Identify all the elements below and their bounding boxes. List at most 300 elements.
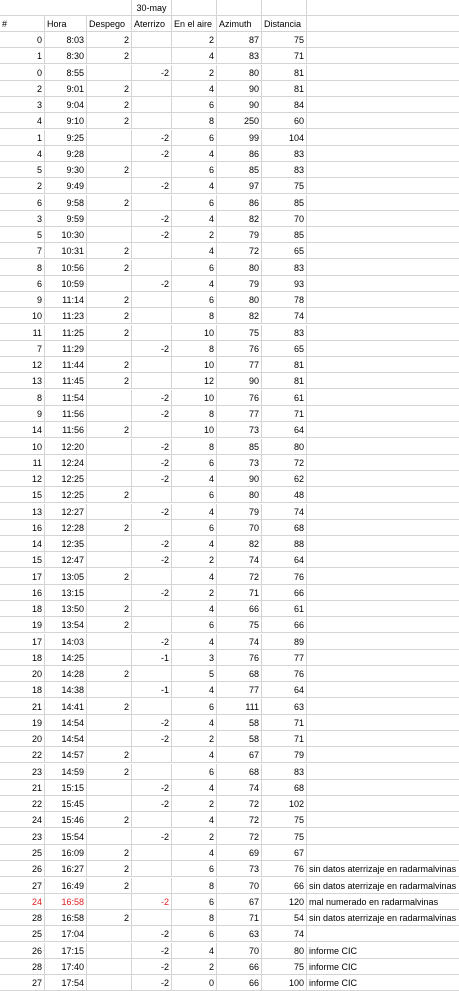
cell-azimuth[interactable]: 86 xyxy=(217,195,262,211)
cell-aterrizo[interactable]: -2 xyxy=(132,731,172,747)
cell-azimuth[interactable]: 74 xyxy=(217,780,262,796)
cell-hora[interactable]: 16:58 xyxy=(45,894,87,910)
cell-distancia[interactable]: 89 xyxy=(262,634,307,650)
cell-distancia[interactable]: 76 xyxy=(262,666,307,682)
cell-distancia[interactable]: 71 xyxy=(262,715,307,731)
cell-despego[interactable] xyxy=(87,650,132,666)
cell-aterrizo[interactable] xyxy=(132,32,172,48)
cell-distancia[interactable]: 81 xyxy=(262,357,307,373)
cell-aterrizo[interactable] xyxy=(132,812,172,828)
cell-num[interactable]: 21 xyxy=(0,780,45,796)
cell-azimuth[interactable]: 79 xyxy=(217,504,262,520)
cell-num[interactable]: 6 xyxy=(0,195,45,211)
cell-num[interactable]: 25 xyxy=(0,845,45,861)
cell-en-el-aire[interactable]: 2 xyxy=(172,731,217,747)
cell-num[interactable]: 8 xyxy=(0,390,45,406)
cell-distancia[interactable]: 62 xyxy=(262,471,307,487)
cell-num[interactable]: 24 xyxy=(0,894,45,910)
cell-azimuth[interactable]: 66 xyxy=(217,959,262,975)
cell-en-el-aire[interactable]: 6 xyxy=(172,455,217,471)
cell-azimuth[interactable]: 87 xyxy=(217,32,262,48)
cell-azimuth[interactable]: 66 xyxy=(217,601,262,617)
cell-distancia[interactable]: 66 xyxy=(262,878,307,894)
cell-hora[interactable]: 14:03 xyxy=(45,634,87,650)
cell-hora[interactable]: 14:54 xyxy=(45,731,87,747)
cell-distancia[interactable]: 71 xyxy=(262,48,307,64)
cell-aterrizo[interactable] xyxy=(132,81,172,97)
cell-en-el-aire[interactable]: 2 xyxy=(172,796,217,812)
cell-azimuth[interactable]: 58 xyxy=(217,715,262,731)
cell-despego[interactable] xyxy=(87,536,132,552)
cell-num[interactable]: 13 xyxy=(0,373,45,389)
cell-despego[interactable]: 2 xyxy=(87,243,132,259)
cell-azimuth[interactable]: 63 xyxy=(217,926,262,942)
cell-hora[interactable]: 16:58 xyxy=(45,910,87,926)
cell-aterrizo[interactable]: -2 xyxy=(132,894,172,910)
cell-distancia[interactable]: 60 xyxy=(262,113,307,129)
cell-hora[interactable]: 14:59 xyxy=(45,764,87,780)
cell-num[interactable]: 22 xyxy=(0,796,45,812)
cell-distancia[interactable]: 75 xyxy=(262,829,307,845)
cell-hora[interactable]: 12:25 xyxy=(45,487,87,503)
cell-note[interactable] xyxy=(307,146,459,162)
cell-azimuth[interactable]: 83 xyxy=(217,48,262,64)
cell-aterrizo[interactable]: -2 xyxy=(132,585,172,601)
cell-despego[interactable] xyxy=(87,959,132,975)
cell-despego[interactable]: 2 xyxy=(87,861,132,877)
header-azimuth[interactable]: Azimuth xyxy=(217,16,262,32)
cell-note[interactable] xyxy=(307,48,459,64)
cell-note[interactable] xyxy=(307,471,459,487)
cell-hora[interactable]: 9:25 xyxy=(45,130,87,146)
cell-en-el-aire[interactable]: 2 xyxy=(172,959,217,975)
cell-hora[interactable]: 10:56 xyxy=(45,260,87,276)
cell-despego[interactable] xyxy=(87,780,132,796)
cell-aterrizo[interactable]: -2 xyxy=(132,130,172,146)
cell-hora[interactable]: 14:25 xyxy=(45,650,87,666)
cell-hora[interactable]: 9:28 xyxy=(45,146,87,162)
cell-aterrizo[interactable] xyxy=(132,861,172,877)
cell-en-el-aire[interactable]: 2 xyxy=(172,552,217,568)
cell-distancia[interactable]: 75 xyxy=(262,32,307,48)
cell-azimuth[interactable]: 77 xyxy=(217,357,262,373)
cell-azimuth[interactable]: 111 xyxy=(217,699,262,715)
cell-num[interactable]: 24 xyxy=(0,812,45,828)
cell-num[interactable]: 15 xyxy=(0,552,45,568)
cell-en-el-aire[interactable]: 4 xyxy=(172,471,217,487)
cell-en-el-aire[interactable]: 6 xyxy=(172,617,217,633)
cell-num[interactable]: 15 xyxy=(0,487,45,503)
cell-en-el-aire[interactable]: 4 xyxy=(172,178,217,194)
cell-aterrizo[interactable] xyxy=(132,292,172,308)
cell-note[interactable]: sin datos aterrizaje en radarmalvinas xyxy=(307,861,459,877)
cell-azimuth[interactable]: 68 xyxy=(217,764,262,780)
cell-num[interactable]: 0 xyxy=(0,32,45,48)
cell-num[interactable]: 11 xyxy=(0,325,45,341)
cell-hora[interactable]: 16:09 xyxy=(45,845,87,861)
cell-aterrizo[interactable] xyxy=(132,569,172,585)
cell-hora[interactable]: 17:15 xyxy=(45,943,87,959)
cell-distancia[interactable]: 100 xyxy=(262,975,307,991)
cell-despego[interactable]: 2 xyxy=(87,601,132,617)
cell-hora[interactable]: 12:35 xyxy=(45,536,87,552)
cell-despego[interactable]: 2 xyxy=(87,32,132,48)
cell-note[interactable] xyxy=(307,650,459,666)
cell-despego[interactable] xyxy=(87,926,132,942)
date-label[interactable]: 30-may xyxy=(132,0,172,16)
cell-en-el-aire[interactable]: 8 xyxy=(172,308,217,324)
cell-despego[interactable] xyxy=(87,130,132,146)
cell-note[interactable] xyxy=(307,260,459,276)
cell-aterrizo[interactable] xyxy=(132,97,172,113)
cell-num[interactable]: 28 xyxy=(0,910,45,926)
cell-despego[interactable] xyxy=(87,439,132,455)
cell-despego[interactable] xyxy=(87,829,132,845)
cell-hora[interactable]: 11:29 xyxy=(45,341,87,357)
cell-num[interactable]: 16 xyxy=(0,520,45,536)
cell-note[interactable]: sin datos aterrizaje en radarmalvinas xyxy=(307,910,459,926)
cell-hora[interactable]: 9:30 xyxy=(45,162,87,178)
cell-num[interactable]: 27 xyxy=(0,878,45,894)
cell-aterrizo[interactable]: -1 xyxy=(132,682,172,698)
cell-distancia[interactable]: 65 xyxy=(262,243,307,259)
cell-num[interactable]: 3 xyxy=(0,211,45,227)
cell-aterrizo[interactable]: -2 xyxy=(132,975,172,991)
cell-en-el-aire[interactable]: 4 xyxy=(172,243,217,259)
cell-aterrizo[interactable] xyxy=(132,845,172,861)
cell-en-el-aire[interactable]: 8 xyxy=(172,341,217,357)
cell-note[interactable] xyxy=(307,178,459,194)
cell-hora[interactable]: 14:54 xyxy=(45,715,87,731)
cell-azimuth[interactable]: 72 xyxy=(217,796,262,812)
cell-hora[interactable]: 17:54 xyxy=(45,975,87,991)
cell-azimuth[interactable]: 73 xyxy=(217,861,262,877)
cell-distancia[interactable]: 54 xyxy=(262,910,307,926)
cell-azimuth[interactable]: 68 xyxy=(217,666,262,682)
cell-azimuth[interactable]: 74 xyxy=(217,634,262,650)
cell-distancia[interactable]: 85 xyxy=(262,227,307,243)
cell-distancia[interactable]: 64 xyxy=(262,682,307,698)
cell-en-el-aire[interactable]: 4 xyxy=(172,536,217,552)
cell-aterrizo[interactable]: -2 xyxy=(132,943,172,959)
cell-despego[interactable] xyxy=(87,178,132,194)
cell-aterrizo[interactable]: -2 xyxy=(132,178,172,194)
cell-azimuth[interactable]: 79 xyxy=(217,276,262,292)
cell-hora[interactable]: 13:05 xyxy=(45,569,87,585)
cell-note[interactable] xyxy=(307,520,459,536)
cell-hora[interactable]: 13:50 xyxy=(45,601,87,617)
cell-en-el-aire[interactable]: 3 xyxy=(172,650,217,666)
cell-distancia[interactable]: 64 xyxy=(262,422,307,438)
cell-azimuth[interactable]: 72 xyxy=(217,829,262,845)
cell-num[interactable]: 22 xyxy=(0,747,45,763)
cell-distancia[interactable]: 83 xyxy=(262,260,307,276)
cell-azimuth[interactable]: 76 xyxy=(217,390,262,406)
cell-aterrizo[interactable]: -2 xyxy=(132,65,172,81)
cell-num[interactable]: 5 xyxy=(0,227,45,243)
cell-aterrizo[interactable]: -2 xyxy=(132,211,172,227)
cell-aterrizo[interactable] xyxy=(132,666,172,682)
cell-despego[interactable] xyxy=(87,975,132,991)
cell-aterrizo[interactable] xyxy=(132,243,172,259)
cell-distancia[interactable]: 84 xyxy=(262,97,307,113)
header-aterrizo[interactable]: Aterrizo xyxy=(132,16,172,32)
header-num[interactable]: # xyxy=(0,16,45,32)
cell-despego[interactable]: 2 xyxy=(87,878,132,894)
cell-azimuth[interactable]: 71 xyxy=(217,910,262,926)
cell-distancia[interactable]: 67 xyxy=(262,845,307,861)
cell-en-el-aire[interactable]: 4 xyxy=(172,276,217,292)
cell-despego[interactable] xyxy=(87,943,132,959)
cell-azimuth[interactable]: 80 xyxy=(217,260,262,276)
cell-note[interactable] xyxy=(307,747,459,763)
cell-aterrizo[interactable] xyxy=(132,764,172,780)
cell-note[interactable] xyxy=(307,195,459,211)
cell-despego[interactable] xyxy=(87,552,132,568)
cell-despego[interactable] xyxy=(87,731,132,747)
cell-en-el-aire[interactable]: 6 xyxy=(172,292,217,308)
cell-distancia[interactable]: 76 xyxy=(262,861,307,877)
cell-note[interactable] xyxy=(307,341,459,357)
cell-hora[interactable]: 14:38 xyxy=(45,682,87,698)
cell-en-el-aire[interactable]: 6 xyxy=(172,487,217,503)
cell-en-el-aire[interactable]: 4 xyxy=(172,682,217,698)
cell-distancia[interactable]: 81 xyxy=(262,81,307,97)
cell-distancia[interactable]: 75 xyxy=(262,812,307,828)
cell-distancia[interactable]: 77 xyxy=(262,650,307,666)
cell-aterrizo[interactable]: -2 xyxy=(132,471,172,487)
cell-num[interactable]: 4 xyxy=(0,113,45,129)
cell-num[interactable]: 20 xyxy=(0,731,45,747)
cell-note[interactable] xyxy=(307,113,459,129)
cell-distancia[interactable]: 78 xyxy=(262,292,307,308)
cell-azimuth[interactable]: 71 xyxy=(217,585,262,601)
cell-num[interactable]: 10 xyxy=(0,439,45,455)
cell-azimuth[interactable]: 75 xyxy=(217,325,262,341)
cell-azimuth[interactable]: 80 xyxy=(217,292,262,308)
cell-aterrizo[interactable] xyxy=(132,617,172,633)
cell-num[interactable]: 18 xyxy=(0,650,45,666)
cell-hora[interactable]: 10:30 xyxy=(45,227,87,243)
cell-hora[interactable]: 11:25 xyxy=(45,325,87,341)
cell-num[interactable]: 9 xyxy=(0,406,45,422)
cell-num[interactable]: 19 xyxy=(0,715,45,731)
cell-despego[interactable] xyxy=(87,276,132,292)
cell-distancia[interactable]: 81 xyxy=(262,65,307,81)
cell-en-el-aire[interactable]: 0 xyxy=(172,975,217,991)
cell-num[interactable]: 12 xyxy=(0,471,45,487)
cell-distancia[interactable]: 120 xyxy=(262,894,307,910)
cell-note[interactable] xyxy=(307,585,459,601)
cell-hora[interactable]: 10:31 xyxy=(45,243,87,259)
cell-note[interactable] xyxy=(307,666,459,682)
cell-note[interactable] xyxy=(307,81,459,97)
cell-num[interactable]: 23 xyxy=(0,829,45,845)
cell-hora[interactable]: 12:24 xyxy=(45,455,87,471)
cell-hora[interactable]: 12:27 xyxy=(45,504,87,520)
cell-note[interactable]: informe CIC xyxy=(307,943,459,959)
cell-distancia[interactable]: 83 xyxy=(262,162,307,178)
cell-despego[interactable] xyxy=(87,585,132,601)
header-distancia[interactable]: Distancia xyxy=(262,16,307,32)
cell-hora[interactable]: 9:59 xyxy=(45,211,87,227)
cell-num[interactable]: 12 xyxy=(0,357,45,373)
header-en-el-aire[interactable]: En el aire xyxy=(172,16,217,32)
cell-aterrizo[interactable]: -2 xyxy=(132,390,172,406)
cell-hora[interactable]: 12:20 xyxy=(45,439,87,455)
cell-note[interactable] xyxy=(307,829,459,845)
cell-note[interactable] xyxy=(307,130,459,146)
cell-hora[interactable]: 15:15 xyxy=(45,780,87,796)
cell-despego[interactable]: 2 xyxy=(87,487,132,503)
cell-num[interactable]: 14 xyxy=(0,422,45,438)
cell-en-el-aire[interactable]: 6 xyxy=(172,97,217,113)
cell-aterrizo[interactable]: -2 xyxy=(132,796,172,812)
cell-note[interactable] xyxy=(307,162,459,178)
cell-despego[interactable]: 2 xyxy=(87,845,132,861)
cell-azimuth[interactable]: 85 xyxy=(217,439,262,455)
cell-num[interactable]: 16 xyxy=(0,585,45,601)
cell-aterrizo[interactable]: -2 xyxy=(132,406,172,422)
cell-azimuth[interactable]: 86 xyxy=(217,146,262,162)
cell-en-el-aire[interactable]: 4 xyxy=(172,569,217,585)
cell-note[interactable] xyxy=(307,634,459,650)
cell-aterrizo[interactable] xyxy=(132,373,172,389)
cell-azimuth[interactable]: 67 xyxy=(217,894,262,910)
cell-num[interactable]: 8 xyxy=(0,260,45,276)
cell-note[interactable] xyxy=(307,731,459,747)
cell-num[interactable]: 18 xyxy=(0,601,45,617)
header-despego[interactable]: Despego xyxy=(87,16,132,32)
cell-despego[interactable]: 2 xyxy=(87,666,132,682)
cell-num[interactable]: 0 xyxy=(0,65,45,81)
cell-aterrizo[interactable]: -2 xyxy=(132,959,172,975)
cell-aterrizo[interactable] xyxy=(132,878,172,894)
cell-en-el-aire[interactable]: 6 xyxy=(172,520,217,536)
cell-hora[interactable]: 11:45 xyxy=(45,373,87,389)
cell-hora[interactable]: 11:54 xyxy=(45,390,87,406)
cell-num[interactable]: 26 xyxy=(0,943,45,959)
cell-distancia[interactable]: 93 xyxy=(262,276,307,292)
cell-aterrizo[interactable] xyxy=(132,195,172,211)
cell-en-el-aire[interactable]: 4 xyxy=(172,845,217,861)
cell-distancia[interactable]: 65 xyxy=(262,341,307,357)
cell-en-el-aire[interactable]: 4 xyxy=(172,634,217,650)
cell-num[interactable]: 17 xyxy=(0,634,45,650)
cell-num[interactable]: 10 xyxy=(0,308,45,324)
cell-aterrizo[interactable]: -2 xyxy=(132,780,172,796)
cell-num[interactable]: 25 xyxy=(0,926,45,942)
cell-azimuth[interactable]: 77 xyxy=(217,406,262,422)
cell-despego[interactable]: 2 xyxy=(87,569,132,585)
cell-note[interactable] xyxy=(307,569,459,585)
cell-note[interactable] xyxy=(307,682,459,698)
header-hora[interactable]: Hora xyxy=(45,16,87,32)
cell-distancia[interactable]: 75 xyxy=(262,178,307,194)
cell-note[interactable] xyxy=(307,390,459,406)
cell-distancia[interactable]: 83 xyxy=(262,325,307,341)
cell-hora[interactable]: 13:54 xyxy=(45,617,87,633)
cell-distancia[interactable]: 74 xyxy=(262,926,307,942)
cell-distancia[interactable]: 71 xyxy=(262,406,307,422)
cell-despego[interactable]: 2 xyxy=(87,617,132,633)
cell-hora[interactable]: 9:01 xyxy=(45,81,87,97)
cell-note[interactable] xyxy=(307,406,459,422)
cell-distancia[interactable]: 70 xyxy=(262,211,307,227)
cell-distancia[interactable]: 83 xyxy=(262,764,307,780)
cell-num[interactable]: 5 xyxy=(0,162,45,178)
cell-en-el-aire[interactable]: 6 xyxy=(172,894,217,910)
cell-en-el-aire[interactable]: 6 xyxy=(172,764,217,780)
cell-aterrizo[interactable] xyxy=(132,910,172,926)
cell-note[interactable] xyxy=(307,601,459,617)
cell-azimuth[interactable]: 70 xyxy=(217,520,262,536)
cell-azimuth[interactable]: 250 xyxy=(217,113,262,129)
cell-aterrizo[interactable] xyxy=(132,162,172,178)
cell-note[interactable] xyxy=(307,699,459,715)
cell-azimuth[interactable]: 82 xyxy=(217,308,262,324)
cell-distancia[interactable]: 85 xyxy=(262,195,307,211)
cell-en-el-aire[interactable]: 6 xyxy=(172,926,217,942)
cell-note[interactable] xyxy=(307,65,459,81)
cell-en-el-aire[interactable]: 4 xyxy=(172,48,217,64)
cell-despego[interactable]: 2 xyxy=(87,81,132,97)
cell-distancia[interactable]: 88 xyxy=(262,536,307,552)
cell-hora[interactable]: 14:41 xyxy=(45,699,87,715)
cell-note[interactable] xyxy=(307,455,459,471)
cell-aterrizo[interactable]: -2 xyxy=(132,439,172,455)
cell-note[interactable]: mal numerado en radarmalvinas xyxy=(307,894,459,910)
cell-en-el-aire[interactable]: 2 xyxy=(172,227,217,243)
cell-despego[interactable] xyxy=(87,390,132,406)
cell-azimuth[interactable]: 99 xyxy=(217,130,262,146)
cell-hora[interactable]: 11:56 xyxy=(45,406,87,422)
cell-num[interactable]: 23 xyxy=(0,764,45,780)
cell-note[interactable] xyxy=(307,715,459,731)
cell-note[interactable] xyxy=(307,373,459,389)
cell-despego[interactable] xyxy=(87,227,132,243)
cell-num[interactable]: 3 xyxy=(0,97,45,113)
cell-distancia[interactable]: 80 xyxy=(262,943,307,959)
cell-despego[interactable] xyxy=(87,796,132,812)
cell-despego[interactable]: 2 xyxy=(87,97,132,113)
cell-despego[interactable]: 2 xyxy=(87,357,132,373)
cell-note[interactable] xyxy=(307,780,459,796)
cell-aterrizo[interactable] xyxy=(132,357,172,373)
cell-note[interactable] xyxy=(307,504,459,520)
cell-azimuth[interactable]: 74 xyxy=(217,552,262,568)
cell-hora[interactable]: 12:25 xyxy=(45,471,87,487)
cell-distancia[interactable]: 80 xyxy=(262,439,307,455)
cell-distancia[interactable]: 66 xyxy=(262,617,307,633)
cell-hora[interactable]: 11:44 xyxy=(45,357,87,373)
cell-note[interactable] xyxy=(307,357,459,373)
cell-despego[interactable] xyxy=(87,211,132,227)
cell-note[interactable] xyxy=(307,308,459,324)
cell-azimuth[interactable]: 70 xyxy=(217,943,262,959)
cell-en-el-aire[interactable]: 5 xyxy=(172,666,217,682)
cell-distancia[interactable]: 76 xyxy=(262,569,307,585)
cell-num[interactable]: 6 xyxy=(0,276,45,292)
cell-despego[interactable]: 2 xyxy=(87,48,132,64)
cell-num[interactable]: 11 xyxy=(0,455,45,471)
cell-aterrizo[interactable]: -2 xyxy=(132,829,172,845)
cell-despego[interactable] xyxy=(87,634,132,650)
cell-despego[interactable] xyxy=(87,65,132,81)
cell-distancia[interactable]: 104 xyxy=(262,130,307,146)
cell-despego[interactable] xyxy=(87,715,132,731)
cell-despego[interactable]: 2 xyxy=(87,699,132,715)
